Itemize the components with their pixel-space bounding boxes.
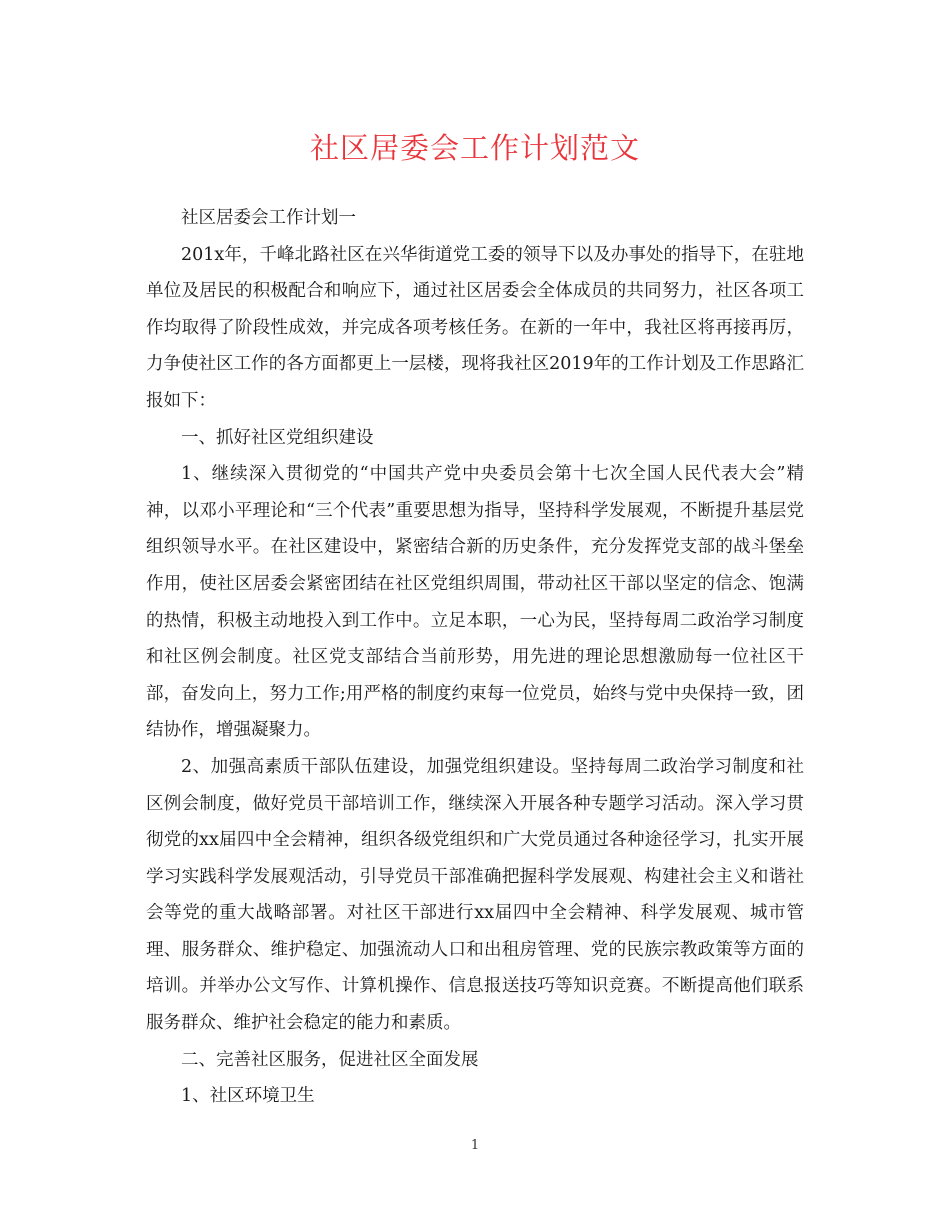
paragraph-item-2: 2、加强高素质干部队伍建设，加强党组织建设。坚持每周二政治学习制度和社区例会制度，做好党员干部培训工作，继续深入开展各种专题学习活动。深入学习贯彻党的xx届四中全会精神，组织各级党组织和广大党员通过各种途径学习，扎实开展学习实践科学发展观活动，引导党员干部准确把握科学发展观、构建社会主义和谐社会等党的重大战略部署。对社区干部进行xx届四中全会精神、科学发展观、城市管理、服务群众、维护稳定、加强流动人口和出租房管理、党的民族宗教政策等方面的培训。并举办公文写作、计算机操作、信息报送技巧等知识竞赛。不断提高他们联系服务群众、维护社会稳定的能力和素质。 <box>146 756 804 1034</box>
section-heading-party-building: 一、抓好社区党组织建设 <box>181 427 374 448</box>
page-number: 1 <box>470 1138 480 1153</box>
paragraph-item-1: 1、继续深入贯彻党的“中国共产党中央委员会第十七次全国人民代表大会”精神，以邓小平理论和“三个代表”重要思想为指导，坚持科学发展观，不断提升基层党组织领导水平。在社区建设中，紧密结合新的历史条件，充分发挥党支部的战斗堡垒作用，使社区居委会紧密团结在社区党组织周围，带动社区干部以坚定的信念、饱满的热情，积极主动地投入到工作中。立足本职，一心为民，坚持每周二政治学习制度和社区例会制度。社区党支部结合当前形势，用先进的理论思想激励每一位社区干部，奋发向上，努力工作;用严格的制度约束每一位党员，始终与党中央保持一致，团结协作，增强凝聚力。 <box>146 464 804 741</box>
section-heading-community-service: 二、完善社区服务，促进社区全面发展 <box>181 1049 479 1070</box>
subheading-environment-hygiene: 1、社区环境卫生 <box>181 1086 315 1107</box>
section-heading-plan-one: 社区居委会工作计划一 <box>181 208 356 228</box>
intro-paragraph: 201x年，千峰北路社区在兴华街道党工委的领导下以及办事处的指导下，在驻地单位及居民的积极配合和响应下，通过社区居委会全体成员的共同努力，社区各项工作均取得了阶段性成效，并完成各项考核任务。在新的一年中，我社区将再接再厉，力争使社区工作的各方面都更上一层楼，现将我社区2019年的工作计划及工作思路汇报如下： <box>146 244 804 411</box>
document-body <box>146 200 804 1115</box>
document-title: 社区居委会工作计划范文 <box>309 131 640 165</box>
